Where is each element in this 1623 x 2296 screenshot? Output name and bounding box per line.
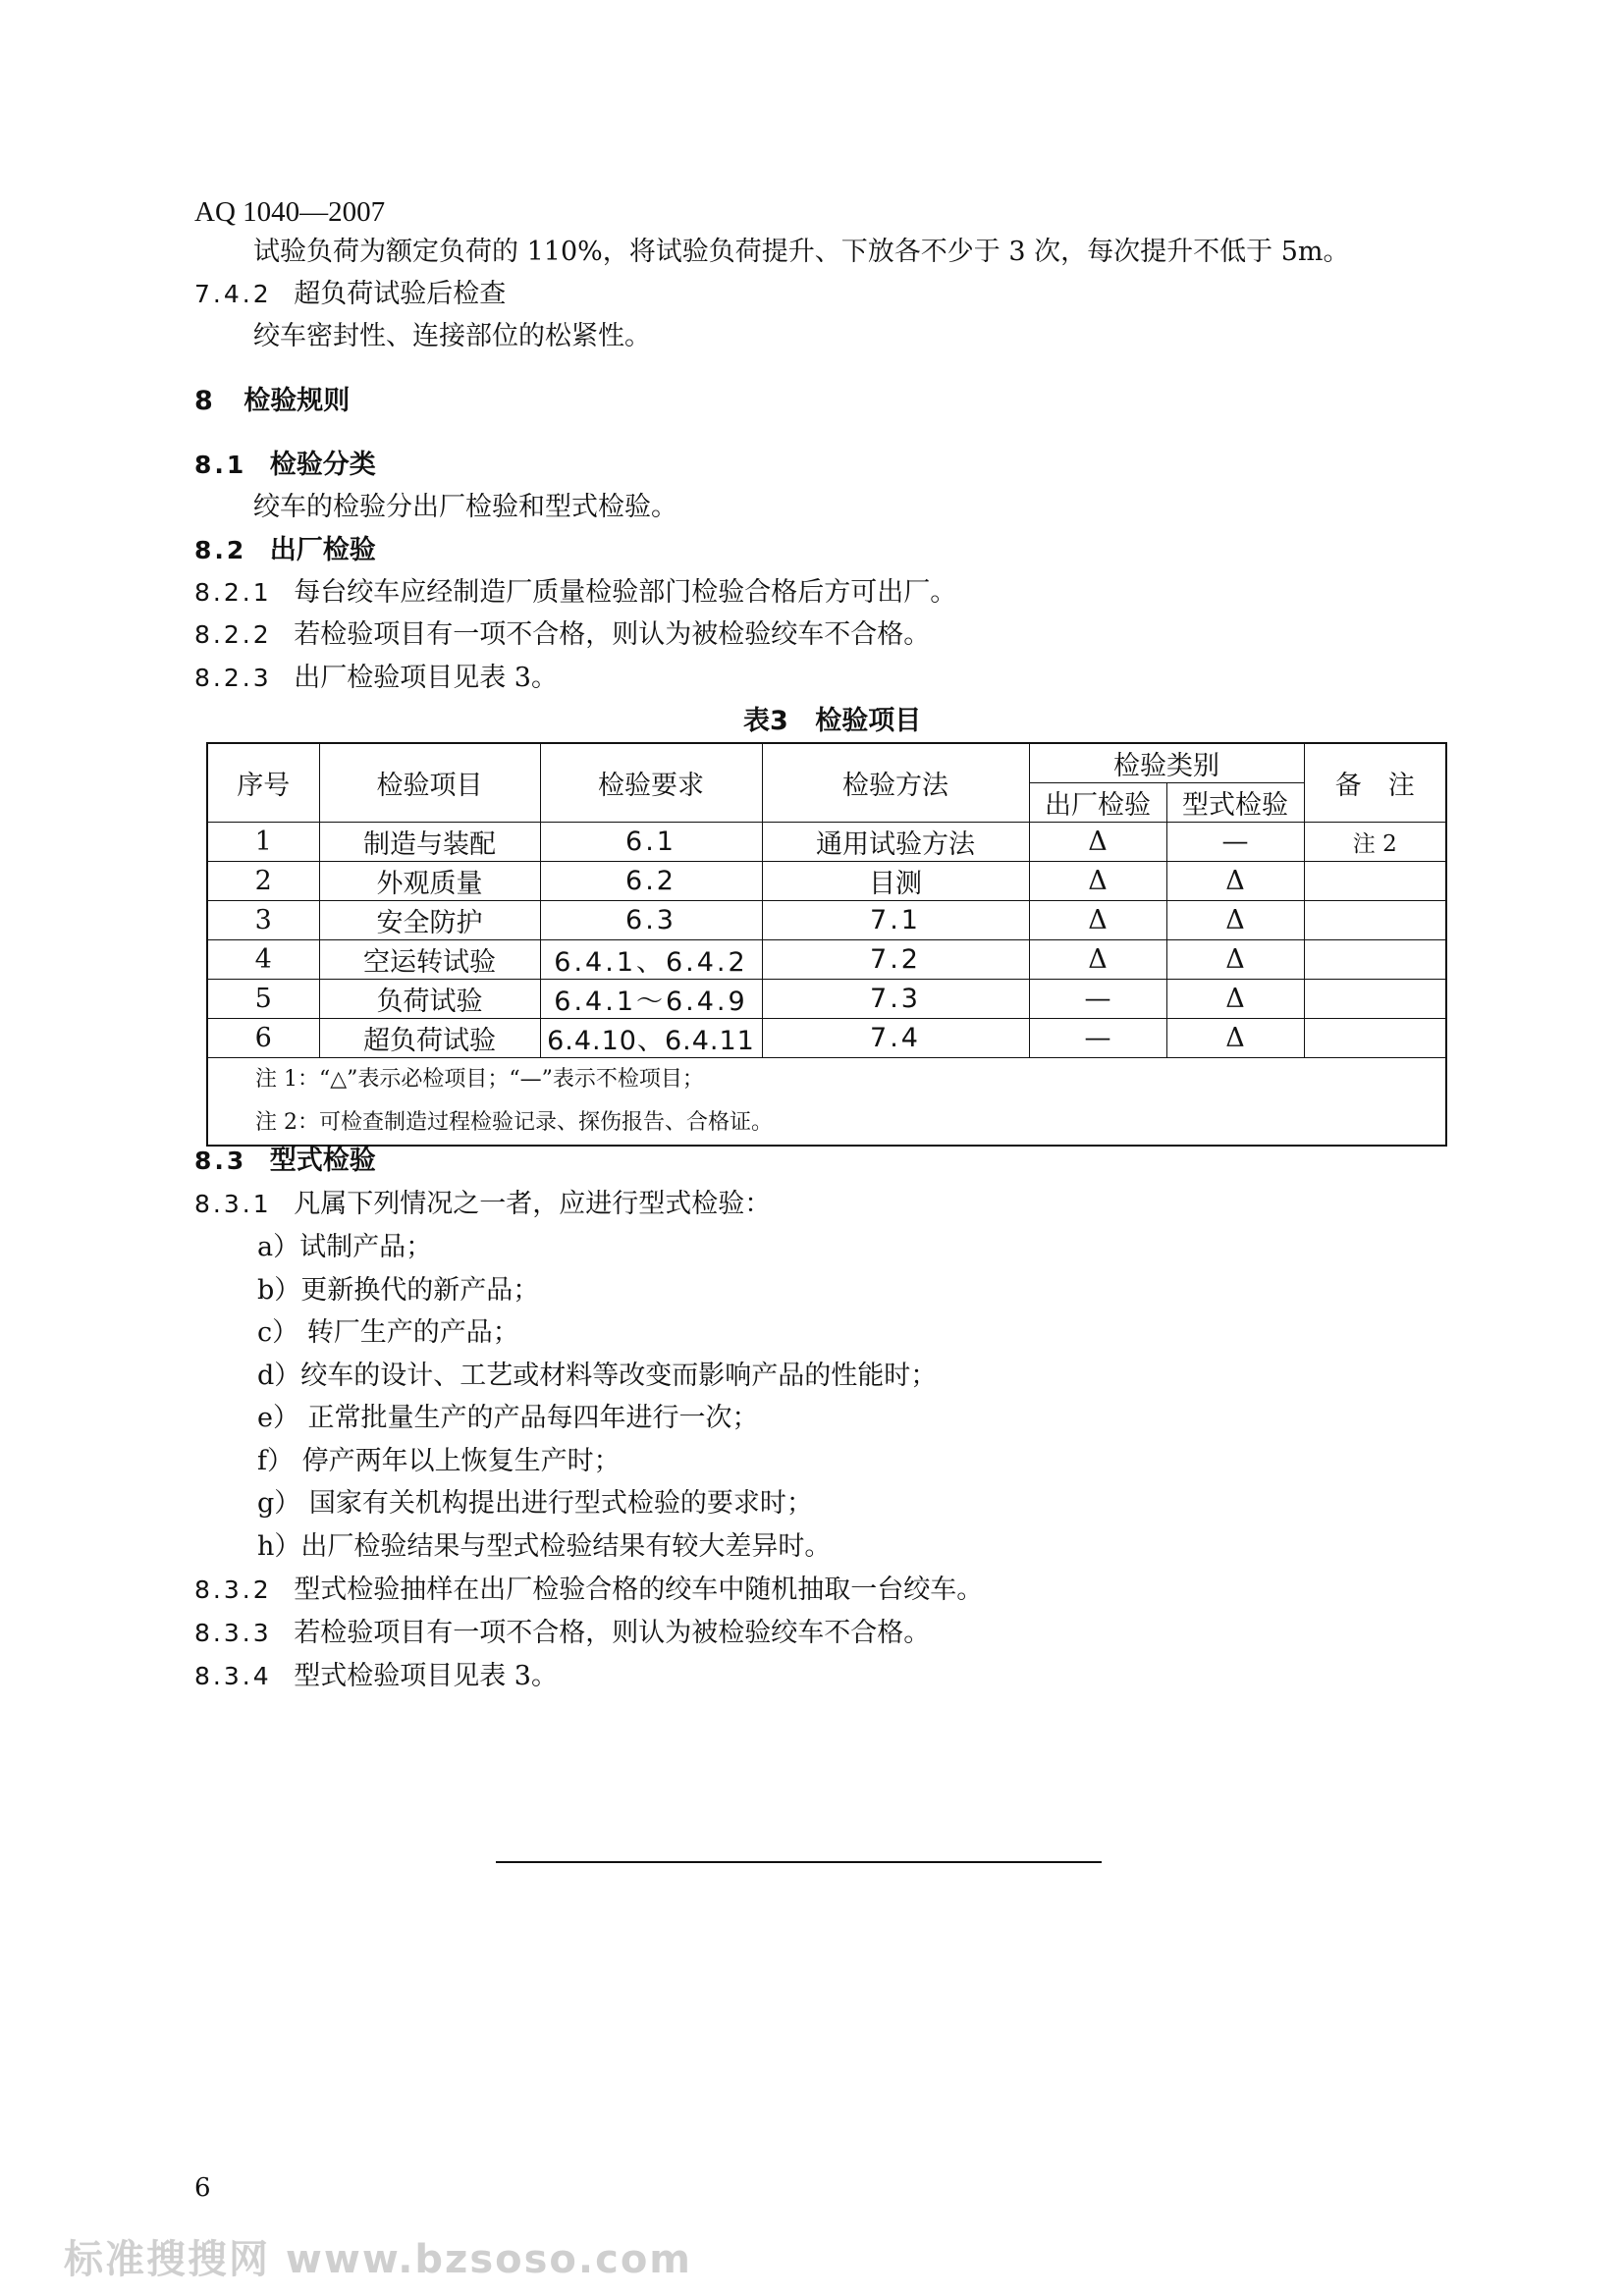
cell-type: Δ bbox=[1166, 980, 1304, 1019]
cell-requirement: 6.2 bbox=[540, 862, 762, 901]
table-header-row bbox=[207, 743, 1446, 783]
header-item: 检验项目 bbox=[319, 743, 540, 823]
clause-number: 8.3.4 bbox=[194, 1662, 272, 1690]
cell-method: 7.1 bbox=[762, 901, 1029, 940]
clause-text: 凡属下列情况之一者，应进行型式检验： bbox=[294, 1189, 772, 1219]
list-item: g） 国家有关机构提出进行型式检验的要求时； bbox=[257, 1488, 813, 1519]
clause-8-3-3 bbox=[194, 1617, 930, 1650]
cell-seq: 3 bbox=[207, 901, 319, 940]
cell-factory: Δ bbox=[1029, 823, 1166, 862]
cell-requirement: 6.4.1、6.4.2 bbox=[540, 940, 762, 980]
page-number: 6 bbox=[194, 2173, 211, 2203]
cell-type: Δ bbox=[1166, 901, 1304, 940]
clause-8-3-2 bbox=[194, 1574, 983, 1607]
cell-factory: — bbox=[1029, 980, 1166, 1019]
list-item: e） 正常批量生产的产品每四年进行一次； bbox=[257, 1403, 759, 1433]
cell-method: 通用试验方法 bbox=[762, 823, 1029, 862]
cell-type: — bbox=[1166, 823, 1304, 862]
cell-remark bbox=[1304, 901, 1446, 940]
header-requirement: 检验要求 bbox=[540, 743, 762, 823]
clause-title: 超负荷试验后检查 bbox=[294, 279, 507, 309]
section-8-2-heading bbox=[194, 534, 376, 567]
cell-factory: Δ bbox=[1029, 862, 1166, 901]
header-method: 检验方法 bbox=[762, 743, 1029, 823]
cell-remark bbox=[1304, 980, 1446, 1019]
clause-text: 若检验项目有一项不合格，则认为被检验绞车不合格。 bbox=[294, 1618, 931, 1648]
table-caption bbox=[743, 705, 921, 738]
section-number: 8.2 bbox=[194, 536, 247, 564]
cell-item: 制造与装配 bbox=[319, 823, 540, 862]
clause-number: 7.4.2 bbox=[194, 280, 272, 308]
standard-code: AQ 1040—2007 bbox=[194, 196, 386, 228]
cell-factory: — bbox=[1029, 1019, 1166, 1058]
list-item: f） 停产两年以上恢复生产时； bbox=[257, 1446, 621, 1476]
cell-method: 7.4 bbox=[762, 1019, 1029, 1058]
table-note-2: 注 2：可检查制造过程检验记录、探伤报告、合格证。 bbox=[255, 1110, 773, 1135]
section-title: 出厂检验 bbox=[269, 535, 376, 565]
section-number: 8.3 bbox=[194, 1147, 247, 1175]
cell-remark bbox=[1304, 862, 1446, 901]
cell-seq: 6 bbox=[207, 1019, 319, 1058]
section-8-1-heading bbox=[194, 449, 376, 482]
table-notes-row bbox=[207, 1058, 1446, 1147]
cell-seq: 4 bbox=[207, 940, 319, 980]
list-item: a）试制产品； bbox=[257, 1232, 433, 1262]
site-watermark: 标准搜搜网 www.bzsoso.com bbox=[64, 2237, 692, 2282]
table-row bbox=[207, 940, 1446, 980]
cell-factory: Δ bbox=[1029, 901, 1166, 940]
cell-item: 安全防护 bbox=[319, 901, 540, 940]
cell-item: 超负荷试验 bbox=[319, 1019, 540, 1058]
clause-number: 8.2.1 bbox=[194, 578, 272, 607]
table-row bbox=[207, 823, 1446, 862]
cell-type: Δ bbox=[1166, 1019, 1304, 1058]
table-note-1: 注 1：“△”表示必检项目；“—”表示不检项目； bbox=[255, 1067, 704, 1092]
cell-item: 空运转试验 bbox=[319, 940, 540, 980]
section-8-3-heading bbox=[194, 1145, 376, 1178]
cell-item: 负荷试验 bbox=[319, 980, 540, 1019]
clause-number: 8.3.1 bbox=[194, 1190, 272, 1218]
table-notes bbox=[207, 1058, 1446, 1147]
clause-number: 8.3.2 bbox=[194, 1575, 272, 1604]
cell-seq: 1 bbox=[207, 823, 319, 862]
cell-type: Δ bbox=[1166, 862, 1304, 901]
header-remark: 备 注 bbox=[1304, 743, 1446, 823]
section-number: 8.1 bbox=[194, 451, 247, 479]
cell-factory: Δ bbox=[1029, 940, 1166, 980]
clause-text: 每台绞车应经制造厂质量检验部门检验合格后方可出厂。 bbox=[294, 577, 957, 608]
section-title: 检验分类 bbox=[269, 450, 376, 480]
cell-remark bbox=[1304, 1019, 1446, 1058]
list-item: h）出厂检验结果与型式检验结果有较大差异时。 bbox=[257, 1531, 832, 1562]
table-row bbox=[207, 1019, 1446, 1058]
table-row bbox=[207, 862, 1446, 901]
cell-item: 外观质量 bbox=[319, 862, 540, 901]
end-of-text-rule bbox=[496, 1861, 1102, 1863]
table-number: 表3 bbox=[743, 706, 788, 736]
cell-requirement: 6.4.1～6.4.9 bbox=[540, 980, 762, 1019]
clause-text: 若检验项目有一项不合格，则认为被检验绞车不合格。 bbox=[294, 619, 931, 650]
paragraph-seal-check: 绞车密封性、连接部位的松紧性。 bbox=[253, 321, 651, 351]
header-seq: 序号 bbox=[207, 743, 319, 823]
table-row bbox=[207, 901, 1446, 940]
section-8-heading bbox=[194, 385, 350, 418]
cell-method: 7.2 bbox=[762, 940, 1029, 980]
inspection-items-table bbox=[206, 742, 1447, 1147]
cell-requirement: 6.3 bbox=[540, 901, 762, 940]
cell-seq: 2 bbox=[207, 862, 319, 901]
list-item: b）更新换代的新产品； bbox=[257, 1275, 540, 1306]
paragraph-classification: 绞车的检验分出厂检验和型式检验。 bbox=[253, 492, 677, 522]
list-item: c） 转厂生产的产品； bbox=[257, 1317, 519, 1348]
cell-method: 7.3 bbox=[762, 980, 1029, 1019]
cell-requirement: 6.1 bbox=[540, 823, 762, 862]
header-type-inspection: 型式检验 bbox=[1166, 783, 1304, 823]
section-title: 检验规则 bbox=[243, 386, 351, 416]
cell-method: 目测 bbox=[762, 862, 1029, 901]
cell-type: Δ bbox=[1166, 940, 1304, 980]
clause-text: 出厂检验项目见表 3。 bbox=[294, 663, 558, 693]
table-title: 检验项目 bbox=[815, 706, 922, 736]
clause-number: 8.2.3 bbox=[194, 664, 272, 692]
table-row bbox=[207, 980, 1446, 1019]
header-factory-inspection: 出厂检验 bbox=[1029, 783, 1166, 823]
clause-text: 型式检验抽样在出厂检验合格的绞车中随机抽取一台绞车。 bbox=[294, 1575, 984, 1605]
clause-text: 型式检验项目见表 3。 bbox=[294, 1661, 558, 1691]
clause-8-3-1 bbox=[194, 1188, 771, 1221]
cell-remark: 注 2 bbox=[1304, 823, 1446, 862]
section-title: 型式检验 bbox=[269, 1146, 376, 1176]
section-number: 8 bbox=[194, 386, 213, 416]
clause-8-3-4 bbox=[194, 1660, 558, 1693]
list-item: d）绞车的设计、工艺或材料等改变而影响产品的性能时； bbox=[257, 1361, 938, 1391]
header-category: 检验类别 bbox=[1029, 743, 1304, 783]
cell-remark bbox=[1304, 940, 1446, 980]
paragraph-load-test: 试验负荷为额定负荷的 110%，将试验负荷提升、下放各不少于 3 次，每次提升不低于 5m。 bbox=[253, 237, 1350, 267]
clause-number: 8.3.3 bbox=[194, 1619, 272, 1647]
clause-8-2-1 bbox=[194, 576, 956, 610]
clause-7-4-2 bbox=[194, 278, 506, 311]
clause-8-2-3 bbox=[194, 662, 558, 695]
cell-requirement: 6.4.10、6.4.11 bbox=[540, 1019, 762, 1058]
clause-8-2-2 bbox=[194, 618, 930, 652]
clause-number: 8.2.2 bbox=[194, 620, 272, 649]
cell-seq: 5 bbox=[207, 980, 319, 1019]
